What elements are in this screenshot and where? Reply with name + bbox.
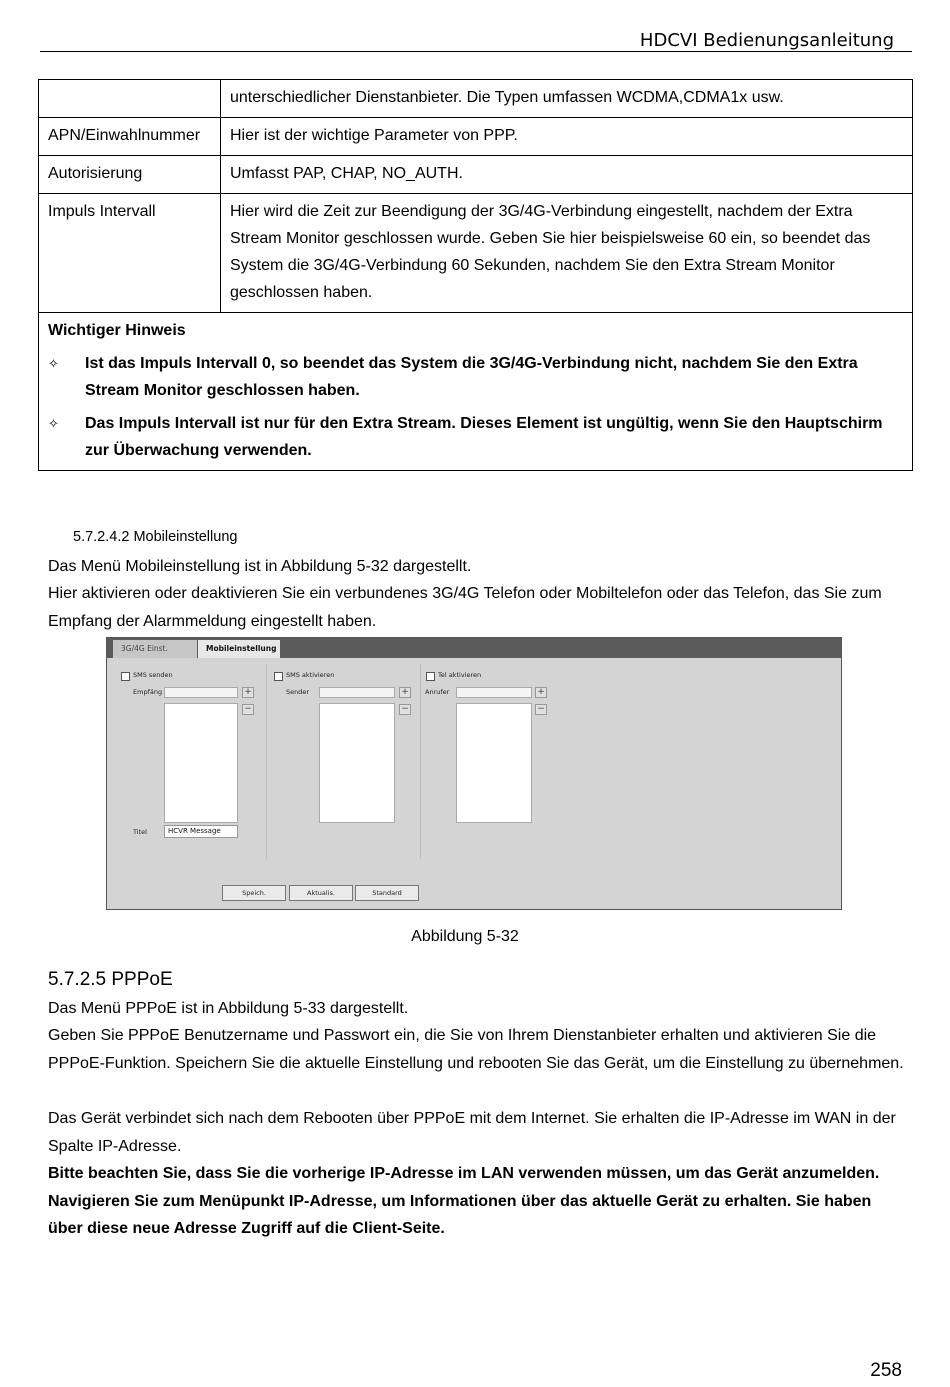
sms-send-label: SMS senden: [133, 671, 173, 679]
header-rule: [40, 51, 912, 52]
table-row: [39, 194, 913, 313]
bold-paragraph: Bitte beachten Sie, dass Sie die vorherige IP-Adresse im LAN verwenden müssen, um das Gerät anzumelden. Navigieren Sie zum Menüpunkt IP-Adresse, um Informationen über das aktuelle Gerät zu erhalten. Sie haben über diese neue Adresse Zugriff auf die Client-Seite.: [48, 1165, 880, 1237]
column-divider: [266, 664, 267, 859]
caller-list[interactable]: [456, 703, 532, 823]
paragraph: Geben Sie PPPoE Benutzername und Passwort ein, die Sie von Ihrem Dienstanbieter erhalten und aktivieren Sie die PPPoE-Funktion. Speichern Sie die aktuelle Einstellung und rebooten Sie das Gerät, um die Einstellung zu übernehmen.: [48, 1027, 904, 1072]
caller-label: Anrufer: [425, 688, 450, 696]
parameter-table: [38, 79, 913, 471]
tab-bar: [107, 638, 841, 658]
diamond-bullet-icon: ✧: [48, 356, 59, 371]
phone-enable-checkbox[interactable]: [426, 672, 435, 681]
note-item-text: Das Impuls Intervall ist nur für den Extra Stream. Dieses Element ist ungültig, wenn Sie den Hauptschirm zur Überwachung verwenden.: [85, 415, 883, 459]
note-item-text: Ist das Impuls Intervall 0, so beendet das System die 3G/4G-Verbindung nicht, nachdem Sie den Extra Stream Monitor geschlossen haben.: [85, 355, 858, 399]
paragraph: Das Menü PPPoE ist in Abbildung 5-33 dargestellt.: [48, 1000, 409, 1017]
page-number: 258: [870, 1360, 902, 1381]
paragraph: Hier aktivieren oder deaktivieren Sie ein verbundenes 3G/4G Telefon oder Mobiltelefon oder das Telefon, das Sie zum Empfang der Alarmmeldung eingestellt haben.: [48, 585, 882, 630]
sms-enable-checkbox[interactable]: [274, 672, 283, 681]
table-cell-label: APN/Einwahlnummer: [39, 118, 221, 156]
title-label: Titel: [133, 828, 147, 836]
refresh-button[interactable]: Aktualis.: [289, 885, 353, 901]
sender-label: Sender: [286, 688, 310, 696]
section-heading: 5.7.2.5 PPPoE: [48, 969, 173, 990]
note-title: Wichtiger Hinweis: [48, 322, 186, 339]
default-button[interactable]: Standard: [355, 885, 419, 901]
table-cell-text: unterschiedlicher Dienstanbieter. Die Typen umfassen WCDMA,CDMA1x usw.: [221, 80, 913, 118]
tab-mobile-settings[interactable]: Mobileinstellung: [198, 640, 280, 658]
important-note: [39, 313, 913, 471]
recipient-label: Empfäng: [133, 688, 163, 696]
subsection-heading: 5.7.2.4.2 Mobileinstellung: [73, 529, 238, 545]
settings-panel: [109, 658, 839, 906]
caller-input[interactable]: [456, 687, 532, 698]
sms-enable-label: SMS aktivieren: [286, 671, 335, 679]
note-item: [48, 410, 903, 464]
remove-caller-button[interactable]: −: [535, 704, 547, 715]
document-header-title: HDCVI Bedienungsanleitung: [639, 30, 894, 51]
tab-3g4g-settings[interactable]: 3G/4G Einst.: [113, 640, 197, 658]
column-divider: [420, 664, 421, 859]
table-row: [39, 118, 913, 156]
recipient-input[interactable]: [164, 687, 238, 698]
save-button[interactable]: Speich.: [222, 885, 286, 901]
table-row: [39, 156, 913, 194]
table-cell-text: Hier wird die Zeit zur Beendigung der 3G/4G-Verbindung eingestellt, nachdem der Extra Stream Monitor geschlossen wurde. Geben Sie hier beispielsweise 60 ein, so beendet das System die 3G/4G-Verbindung 60 Sekunden, nachdem Sie den Extra Stream Monitor geschlossen haben.: [221, 194, 913, 313]
remove-recipient-button[interactable]: −: [242, 704, 254, 715]
add-sender-button[interactable]: +: [399, 687, 411, 698]
phone-enable-label: Tel aktivieren: [438, 671, 482, 679]
diamond-bullet-icon: ✧: [48, 416, 59, 431]
table-cell-text: Umfasst PAP, CHAP, NO_AUTH.: [221, 156, 913, 194]
paragraph: Das Menü Mobileinstellung ist in Abbildung 5-32 dargestellt.: [48, 558, 472, 575]
mobile-settings-screenshot: [106, 637, 842, 910]
sms-send-checkbox[interactable]: [121, 672, 130, 681]
sender-input[interactable]: [319, 687, 395, 698]
figure-caption: Abbildung 5-32: [411, 928, 519, 945]
remove-sender-button[interactable]: −: [399, 704, 411, 715]
note-row: [39, 313, 913, 471]
table-cell-label: Impuls Intervall: [39, 194, 221, 313]
table-cell-label: [39, 80, 221, 118]
table-cell-text: Hier ist der wichtige Parameter von PPP.: [221, 118, 913, 156]
add-caller-button[interactable]: +: [535, 687, 547, 698]
sender-list[interactable]: [319, 703, 395, 823]
paragraph: Das Gerät verbindet sich nach dem Rebooten über PPPoE mit dem Internet. Sie erhalten die IP-Adresse im WAN in der Spalte IP-Adresse.: [48, 1110, 896, 1155]
recipient-list[interactable]: [164, 703, 238, 823]
title-input[interactable]: HCVR Message: [164, 825, 238, 838]
table-cell-label: Autorisierung: [39, 156, 221, 194]
note-item: [48, 350, 903, 404]
add-recipient-button[interactable]: +: [242, 687, 254, 698]
table-row: [39, 80, 913, 118]
